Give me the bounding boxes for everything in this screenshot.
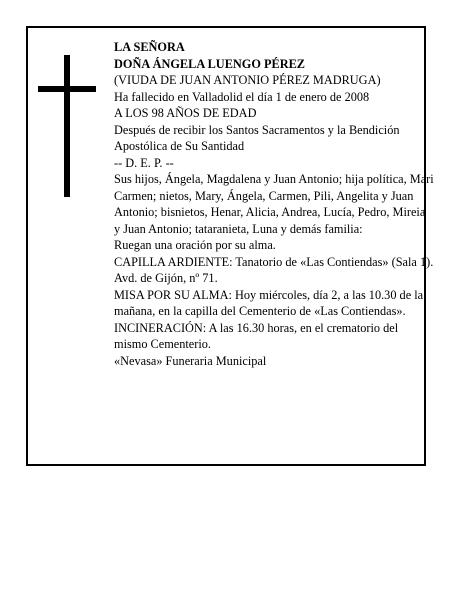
sacraments-line: Después de recibir los Santos Sacramentos y la Bendición Apostólica de Su Santidad <box>114 122 400 153</box>
deceased-name: DOÑA ÁNGELA LUENGO PÉREZ <box>114 56 305 71</box>
cremation-info: INCINERACIÓN: A las 16.30 horas, en el crematorio del mismo Cementerio. <box>114 320 399 351</box>
age-line: A LOS 98 AÑOS DE EDAD <box>114 106 257 120</box>
family-list: Sus hijos, Ángela, Magdalena y Juan Antonio; hija política, Mari Carmen; nietos, Mary, Ángela, Carmen, Pili, Angelita y Juan Antonio; bisnietos, Henar, Alicia, Andrea, Lucía, Pedro, Mireia y Juan Antonio; tataranieta, Luna y demás familia: <box>114 172 434 236</box>
chapel-info: CAPILLA ARDIENTE: Tanatorio de «Las Contiendas» (Sala 1). Avd. de Gijón, nº 71. <box>114 254 434 285</box>
dep-line: -- D. E. P. -- <box>114 155 174 170</box>
widow-line: (VIUDA DE JUAN ANTONIO PÉREZ MADRUGA) <box>114 73 381 87</box>
mass-info: MISA POR SU ALMA: Hoy miércoles, día 2, a las 10.30 de la mañana, en la capilla del Cementerio de «Las Contiendas». <box>114 287 424 318</box>
cross-horizontal-bar <box>38 86 96 92</box>
prayer-request: Ruegan una oración por su alma. <box>114 238 276 252</box>
obituary-text <box>114 39 434 369</box>
death-line: Ha fallecido en Valladolid el día 1 de enero de 2008 <box>114 89 370 104</box>
cross-vertical-bar <box>64 55 70 197</box>
funeral-home: «Nevasa» Funeraria Municipal <box>114 353 267 368</box>
heading-title: LA SEÑORA <box>114 40 185 54</box>
cross-icon <box>38 55 96 197</box>
